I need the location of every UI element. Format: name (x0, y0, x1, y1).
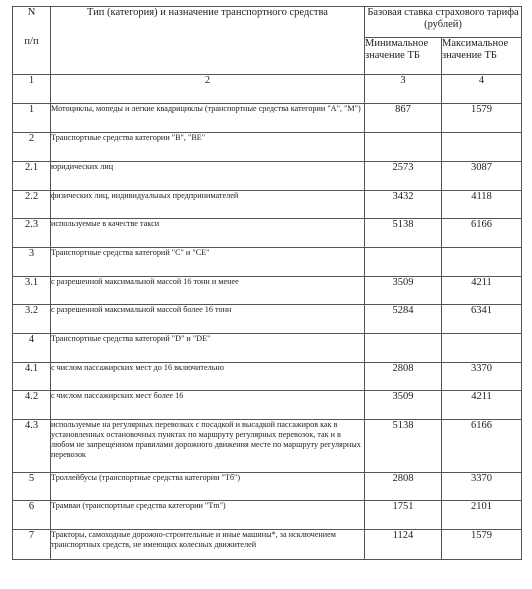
table-row (13, 133, 522, 162)
row-number: 2.3 (13, 219, 51, 248)
row-vehicle-type: используемые в качестве такси (51, 219, 365, 248)
row-min-rate: 5138 (365, 219, 442, 248)
table-row (13, 473, 522, 501)
column-index-3: 3 (365, 75, 442, 104)
row-min-rate: 3509 (365, 277, 442, 305)
row-max-rate: 6166 (442, 219, 522, 248)
row-number: 3.2 (13, 305, 51, 334)
row-vehicle-type: Транспортные средства категории "B", "BE" (51, 133, 365, 162)
row-min-rate: 5138 (365, 420, 442, 473)
row-max-rate: 1579 (442, 104, 522, 133)
row-vehicle-type: с числом пассажирских мест более 16 (51, 391, 365, 420)
row-number: 2 (13, 133, 51, 162)
table-row (13, 391, 522, 420)
row-max-rate: 2101 (442, 501, 522, 530)
row-vehicle-type: юридических лиц (51, 162, 365, 191)
row-max-rate (442, 248, 522, 277)
row-vehicle-type: с разрешенной максимальной массой 16 тонн и менее (51, 277, 365, 305)
row-min-rate: 867 (365, 104, 442, 133)
row-max-rate (442, 133, 522, 162)
row-max-rate: 4118 (442, 191, 522, 219)
tariff-table (12, 6, 522, 560)
table-row (13, 277, 522, 305)
header-row (13, 7, 522, 38)
row-max-rate: 3370 (442, 363, 522, 391)
row-number: 1 (13, 104, 51, 133)
row-vehicle-type: Трамваи (транспортные средства категории "Tm") (51, 501, 365, 530)
header-number-label: N (27, 7, 36, 18)
row-max-rate: 4211 (442, 391, 522, 420)
table-row (13, 248, 522, 277)
table-row (13, 191, 522, 219)
row-min-rate: 2808 (365, 363, 442, 391)
row-min-rate: 5284 (365, 305, 442, 334)
row-vehicle-type: используемые на регулярных перевозках с посадкой и высадкой пассажиров как в установленных остановочных пунктах по маршруту регулярных перевозок, так и в любом не запрещенном правилами дорожного движения месте по маршруту регулярных перевозок (51, 420, 365, 473)
row-number: 2.2 (13, 191, 51, 219)
row-vehicle-type: с разрешенной максимальной массой более 16 тонн (51, 305, 365, 334)
row-number: 5 (13, 473, 51, 501)
row-max-rate: 1579 (442, 530, 522, 560)
table-row (13, 219, 522, 248)
column-index-2: 2 (51, 75, 365, 104)
row-vehicle-type: Транспортные средства категорий "D" и "DE" (51, 334, 365, 363)
table-row (13, 334, 522, 363)
row-vehicle-type: Троллейбусы (транспортные средства категории "Tб") (51, 473, 365, 501)
table-row (13, 162, 522, 191)
row-min-rate (365, 248, 442, 277)
row-max-rate: 4211 (442, 277, 522, 305)
row-number: 3 (13, 248, 51, 277)
row-number: 4.3 (13, 420, 51, 473)
row-vehicle-type: с числом пассажирских мест до 16 включительно (51, 363, 365, 391)
row-vehicle-type: Транспортные средства категорий "C" и "CE" (51, 248, 365, 277)
row-number: 6 (13, 501, 51, 530)
header-max-cell: Максимальное значение ТБ (442, 38, 522, 75)
row-max-rate: 3087 (442, 162, 522, 191)
header-base-rate-cell: Базовая ставка страхового тарифа (рублей) (365, 7, 522, 38)
table-row (13, 363, 522, 391)
column-index-row (13, 75, 522, 104)
row-min-rate: 3432 (365, 191, 442, 219)
row-max-rate: 3370 (442, 473, 522, 501)
row-number: 2.1 (13, 162, 51, 191)
row-number: 4 (13, 334, 51, 363)
row-vehicle-type: Тракторы, самоходные дорожно-строительные и иные машины*, за исключением транспортных средств, не имеющих колесных движителей (51, 530, 365, 560)
row-min-rate: 2808 (365, 473, 442, 501)
table-row (13, 501, 522, 530)
row-min-rate: 2573 (365, 162, 442, 191)
row-number: 4.1 (13, 363, 51, 391)
row-min-rate (365, 334, 442, 363)
row-vehicle-type: Мотоциклы, мопеды и легкие квадрициклы (транспортные средства категории "A", "M") (51, 104, 365, 133)
table-row (13, 420, 522, 473)
row-min-rate: 1124 (365, 530, 442, 560)
table-row (13, 530, 522, 560)
header-number-sublabel: п/п (24, 36, 39, 47)
row-max-rate: 6341 (442, 305, 522, 334)
column-index-1: 1 (13, 75, 51, 104)
row-vehicle-type: физических лиц, индивидуальных предпринимателей (51, 191, 365, 219)
row-number: 7 (13, 530, 51, 560)
row-min-rate (365, 133, 442, 162)
table-row (13, 104, 522, 133)
row-number: 4.2 (13, 391, 51, 420)
row-max-rate: 6166 (442, 420, 522, 473)
header-type-cell: Тип (категория) и назначение транспортного средства (51, 7, 365, 75)
column-index-4: 4 (442, 75, 522, 104)
table-row (13, 305, 522, 334)
row-min-rate: 1751 (365, 501, 442, 530)
row-min-rate: 3509 (365, 391, 442, 420)
row-max-rate (442, 334, 522, 363)
header-number-cell (13, 7, 51, 75)
row-number: 3.1 (13, 277, 51, 305)
header-min-cell: Минимальное значение ТБ (365, 38, 442, 75)
